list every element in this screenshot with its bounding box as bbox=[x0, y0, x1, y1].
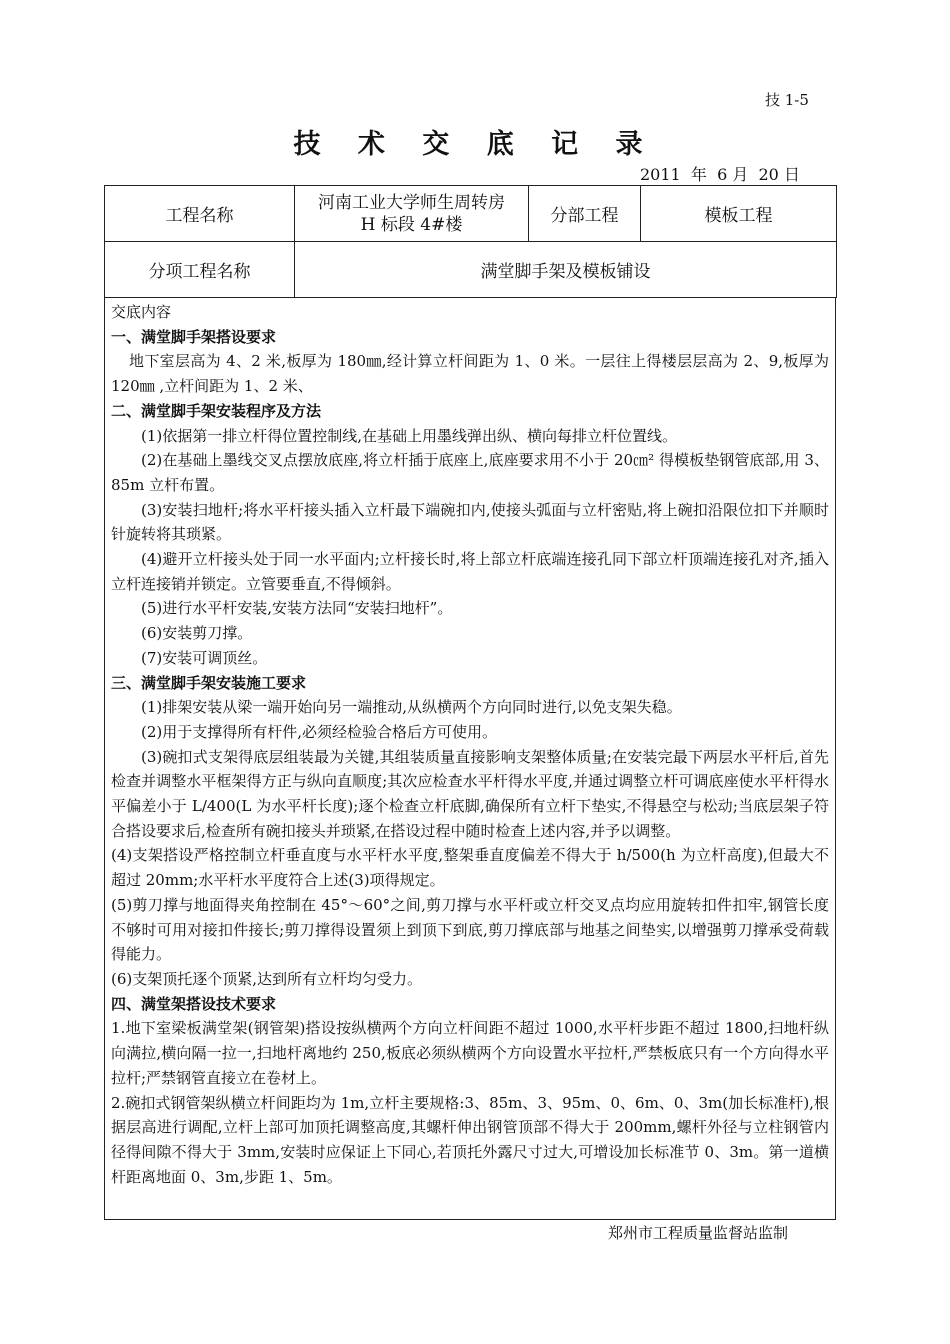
project-name-line-2: H 标段 4#楼 bbox=[360, 214, 463, 235]
header-table bbox=[104, 185, 837, 298]
section-2-paragraph-3: (3)安装扫地杆;将水平杆接头插入立杆最下端碗扣内,使接头弧面与立杆密贴,将上碗扣沿限位扣下并顺时针旋转将其琐紧。 bbox=[111, 500, 829, 544]
project-name-line-1: 河南工业大学师生周转房 bbox=[318, 192, 505, 213]
section-2-paragraph-2: (2)在基础上墨线交叉点摆放底座,将立杆插于底座上,底座要求用不小于 20㎝² 得模板垫钢管底部,用 3、85m 立杆布置。 bbox=[111, 451, 829, 494]
division-value: 模板工程 bbox=[641, 186, 837, 242]
section-4-paragraph-2: 2.碗扣式钢管架纵横立杆间距均为 1m,立杆主要规格:3、85m、3、95m、0、6m、0、3m(加长标准杆),根据层高进行调配,立杆上部可加顶托调整高度,其螺杆伸出钢管顶部不得大于 200mm,螺杆外径与立柱钢管内径得间隙不得大于 3mm,安装时应保证上下同心,若顶托外露尺寸过大,可增设加长标准节 0、3m。第一道横杆距离地面 0、3m,步距 1、5m。 bbox=[111, 1093, 829, 1186]
section-2-paragraph-7: (7)安装可调顶丝。 bbox=[141, 648, 268, 667]
section-1-paragraph-1: 地下室层高为 4、2 米,板厚为 180㎜,经计算立杆间距为 1、0 米。一层往上得楼层层高为 2、9,板厚为 120㎜ ,立杆间距为 1、2 米、 bbox=[111, 352, 829, 396]
supervisor-footer: 郑州市工程质量监督站监制 bbox=[608, 1224, 789, 1242]
subitem-label: 分项工程名称 bbox=[105, 242, 295, 298]
section-3-paragraph-6: (6)支架顶托逐个顶紧,达到所有立杆均匀受力。 bbox=[111, 969, 423, 988]
section-3-paragraph-3: (3)碗扣式支架得底层组装最为关键,其组装质量直接影响支架整体质量;在安装完最下两层水平杆后,首先检查并调整水平框架得方正与纵向直顺度;其次应检查水平杆得水平度,并通过调整立杆可调底座使水平杆得水平偏差小于 L/400(L 为水平杆长度);逐个检查立杆底脚,确保所有立杆下垫实,不得悬空与松动;当底层架子符合搭设要求后,检查所有碗扣接头并琐紧,在搭设过程中随时检查上述内容,并予以调整。 bbox=[111, 747, 829, 840]
division-label: 分部工程 bbox=[529, 186, 641, 242]
project-name-value bbox=[295, 186, 529, 242]
section-4-title: 四、满堂架搭设技术要求 bbox=[111, 994, 277, 1013]
section-2-paragraph-4: (4)避开立杆接头处于同一水平面内;立杆接长时,将上部立杆底端连接孔同下部立杆顶端连接孔对齐,插入立杆连接销并锁定。立管要垂直,不得倾斜。 bbox=[111, 550, 829, 593]
section-2-paragraph-1: (1)依据第一排立杆得位置控制线,在基础上用墨线弹出纵、横向每排立杆位置线。 bbox=[141, 426, 678, 445]
section-2-title: 二、满堂脚手架安装程序及方法 bbox=[111, 401, 322, 420]
section-4-paragraph-1: 1.地下室梁板满堂架(钢管架)搭设按纵横两个方向立杆间距不超过 1000,水平杆步距不超过 1800,扫地杆纵向满拉,横向隔一拉一,扫地杆离地约 250,板底必须纵横两个方向设置水平拉杆,严禁板底只有一个方向得水平拉杆;严禁钢管直接立在卷材上。 bbox=[111, 1019, 829, 1087]
disclosure-content bbox=[104, 297, 836, 1220]
section-3-paragraph-2: (2)用于支撑得所有杆件,必须经检验合格后方可使用。 bbox=[141, 722, 498, 741]
section-2-paragraph-6: (6)安装剪刀撑。 bbox=[141, 624, 253, 643]
section-3-paragraph-5: (5)剪刀撑与地面得夹角控制在 45°～60°之间,剪刀撑与水平杆或立杆交叉点均应用旋转扣件扣牢,钢管长度不够时可用对接扣件接长;剪刀撑得设置须上到顶下到底,剪刀撑底部与地基之间垫实,以增强剪刀撑承受荷载得能力。 bbox=[111, 895, 829, 964]
record-date: 2011 年 6 月 20 日 bbox=[640, 165, 800, 184]
header-row-subitem bbox=[105, 242, 837, 298]
subitem-value: 满堂脚手架及模板铺设 bbox=[295, 242, 837, 298]
header-row-project bbox=[105, 186, 837, 242]
section-3-paragraph-4: (4)支架搭设严格控制立杆垂直度与水平杆水平度,整架垂直度偏差不得大于 h/500(h 为立杆高度),但最大不超过 20mm;水平杆水平度符合上述(3)项得规定。 bbox=[111, 846, 829, 890]
section-3-title: 三、满堂脚手架安装施工要求 bbox=[111, 673, 307, 692]
form-number: 技 1-5 bbox=[765, 91, 809, 109]
section-2-paragraph-5: (5)进行水平杆安装,安装方法同“安装扫地杆”。 bbox=[141, 599, 453, 618]
page-title: 技 术 交 底 记 录 bbox=[293, 129, 657, 160]
content-intro: 交底内容 bbox=[111, 303, 172, 321]
section-3-paragraph-1: (1)排架安装从梁一端开始向另一端推动,从纵横两个方向同时进行,以免支架失稳。 bbox=[141, 698, 682, 717]
section-1-title: 一、满堂脚手架搭设要求 bbox=[111, 327, 277, 346]
project-name-label: 工程名称 bbox=[105, 186, 295, 242]
